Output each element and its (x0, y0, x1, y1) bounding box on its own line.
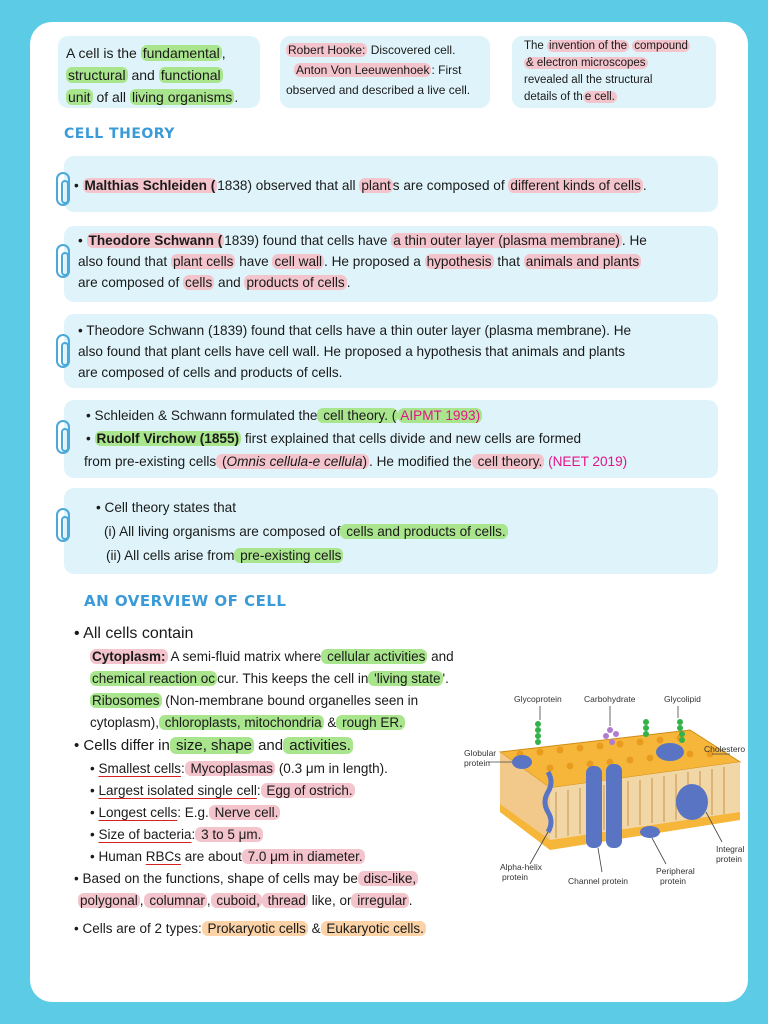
text: first explained that cells divide and new cells are formed (241, 431, 582, 446)
label-peripheral-protein-2: protein (660, 876, 686, 886)
label-glycolipid: Glycolipid (664, 694, 701, 704)
text: revealed all the structural (524, 74, 653, 86)
text: s are composed of (392, 178, 509, 193)
latin-phrase: Omnis cellula-e cellula (226, 454, 363, 469)
highlight: pre-existing cells (236, 548, 342, 563)
highlight: Eukaryotic cells. (322, 921, 424, 936)
highlight: thread (263, 893, 306, 908)
cell-theory-heading: CELL THEORY (64, 126, 175, 142)
text: . (408, 893, 413, 908)
highlight: 3 to 5 μm. (197, 827, 262, 842)
exam-tag: AIPMT 1993) (400, 408, 481, 423)
text: also found that plant cells have cell wall. He proposed a hypothesis that animals and plants (78, 344, 626, 359)
text: Discovered cell. (370, 43, 456, 57)
paperclip-icon (56, 244, 70, 278)
text: : (181, 761, 185, 776)
text: are about (181, 849, 242, 864)
highlight: & electron microscopes (526, 57, 646, 69)
highlight: compound (634, 40, 688, 52)
paperclip-icon (56, 334, 70, 368)
text: and (214, 275, 245, 290)
text: A cell is the (66, 45, 137, 61)
label-glycoprotein: Glycoprotein (514, 694, 562, 704)
highlight: e cell. (584, 91, 615, 103)
theory-paragraph-3 (78, 320, 631, 383)
text: • Cell theory states that (96, 500, 237, 515)
text: : First (431, 63, 462, 77)
intro-discovery-text (286, 40, 470, 100)
intro-definition-box (58, 36, 260, 108)
notes-sheet (30, 22, 748, 1002)
text: Based on the functions, shape of cells may be (82, 871, 358, 886)
text: have (235, 254, 273, 269)
text: from pre-existing cells (84, 454, 217, 469)
text: cytoplasm), (90, 715, 160, 730)
text: A semi-fluid matrix where (167, 649, 322, 664)
text: . He proposed a (324, 254, 425, 269)
text: are composed of cells and products of cells. (78, 365, 343, 380)
text: ) (362, 454, 368, 469)
highlight: Nerve cell. (210, 805, 279, 820)
text: . (346, 275, 351, 290)
text: : (191, 827, 196, 842)
label-carbohydrate: Carbohydrate (584, 694, 636, 704)
text: & (307, 921, 321, 936)
label-peripheral-protein: Peripheral (656, 866, 695, 876)
theory-paragraph-4: • Schleiden & Schwann formulated the cell theory. ( AIPMT 1993) • Rudolf Virchow (1855) first explained that cells divide and new cells are formed from pre-existing cells (Omnis cellula-e cellula) . He modified the cell theory. (NEET 2019) (84, 408, 628, 469)
text: (i) All living organisms are composed of (104, 524, 341, 539)
highlight: chemical reaction oc (92, 671, 216, 686)
highlight: activities. (285, 737, 351, 754)
highlight: invention of the (549, 40, 628, 52)
highlight: Theodore Schwann ( (88, 233, 223, 248)
text: Largest isolated single cell (98, 783, 257, 798)
highlight: unit (68, 89, 91, 105)
text: 1839) found that cells have (224, 233, 392, 248)
highlight: animals and plants (525, 254, 640, 269)
intro-microscope-box (512, 36, 716, 108)
highlight: Cytoplasm: (92, 649, 166, 664)
text: and (427, 649, 454, 664)
paperclip-icon (56, 508, 70, 542)
paperclip-icon (56, 420, 70, 454)
text: details of th (524, 91, 583, 103)
text: Size of bacteria (98, 827, 192, 842)
highlight: disc-like, (359, 871, 417, 886)
highlight: cell theory. (473, 454, 543, 469)
intro-definition-text (66, 42, 262, 108)
theory-paragraph-5 (96, 496, 508, 568)
highlight: different kinds of cells (510, 178, 641, 193)
text: of all (96, 89, 127, 105)
highlight: plant cells (172, 254, 234, 269)
text: . (234, 89, 239, 105)
highlight: fundamental (142, 45, 220, 61)
label-integral-protein-2: protein (716, 854, 742, 864)
text: , (206, 893, 211, 908)
highlight: Anton Von Leeuwenhoek (296, 63, 430, 77)
text: . (642, 178, 647, 193)
highlight: Malthias Schleiden ( (84, 178, 216, 193)
highlight: cells and products of cells. (342, 524, 506, 539)
text: All cells contain (83, 625, 194, 642)
intro-microscope-text (524, 38, 690, 106)
text: Cells differ in (83, 737, 170, 754)
text: The (524, 40, 544, 52)
text: (Non-membrane bound organelles seen in (161, 693, 419, 708)
highlight: structural (68, 67, 126, 83)
label-integral-protein: Integral (716, 844, 745, 854)
highlight: chloroplasts, mitochondria (161, 715, 322, 730)
text: : (256, 783, 261, 798)
highlight: 7.0 μm in diameter. (243, 849, 363, 864)
label-globular-protein-2: protein (464, 758, 490, 768)
text: also found that (78, 254, 171, 269)
text: ( (218, 454, 227, 469)
label-channel-protein: Channel protein (568, 876, 629, 886)
text: • Theodore Schwann (1839) found that cells have a thin outer layer (plasma membrane). He (78, 323, 632, 338)
text: , (139, 893, 144, 908)
text: & (323, 715, 337, 730)
text: like, or (307, 893, 352, 908)
overview-text: • All cells contain Cytoplasm: A semi-fluid matrix where cellular activities and chemical reaction oc cur. This keeps the cell in 'living state '. Ribosomes (Non-membrane bound organelles seen in cytoplasm), chloroplasts, mitochondria & rough ER. • Cells differ in size, shape and activities. • Smallest cells: Mycoplasmas (0.3 μm in length). • Largest isolated single cell: Egg of ostrich. • Longest cells: E.g. Nerve cell. • Size of bacteria: 3 to 5 μm. • Human RBCs are about 7.0 μm in diameter. • Based on the functions, shape of cells may be disc-like, polygonal , columnar , cuboid, thread like, or irregular . • Cells are of 2 types: Prokaryotic cells & Eukaryotic cells. (74, 625, 454, 936)
text: are composed of (78, 275, 184, 290)
highlight: a thin outer layer (plasma membrane) (393, 233, 620, 248)
label-alpha-helix: Alpha-helix (500, 862, 543, 872)
highlight: functional (160, 67, 221, 83)
highlight: polygonal (80, 893, 138, 908)
text: '. (442, 671, 449, 686)
text: Longest cells (98, 805, 178, 820)
highlight: cell theory. ( (319, 408, 397, 423)
highlight: 'living state (370, 671, 441, 686)
text: , (221, 45, 226, 61)
text: : E.g. (177, 805, 209, 820)
text: Cells are of 2 types: (82, 921, 202, 936)
intro-discovery-box (280, 36, 490, 108)
text: Smallest cells (98, 761, 182, 776)
text: cur. This keeps the cell in (217, 671, 369, 686)
highlight: hypothesis (426, 254, 492, 269)
theory-paragraph-1: • Malthias Schleiden ( 1838) observed that all plant s are composed of different kinds of cells . (74, 178, 647, 193)
text: observed and described a live cell. (286, 83, 471, 97)
text: that (493, 254, 524, 269)
highlight: Egg of ostrich. (262, 783, 353, 798)
highlight: Robert Hooke: (288, 43, 366, 57)
highlight: Mycoplasmas (186, 761, 274, 776)
plasma-membrane-diagram (460, 692, 748, 892)
text: and (131, 67, 155, 83)
highlight: irregular (353, 893, 407, 908)
highlight: cuboid, (212, 893, 260, 908)
label-globular-protein: Globular (464, 748, 497, 758)
highlight: Rudolf Virchow (1855) (96, 431, 240, 446)
text: (ii) All cells arise from (106, 548, 235, 563)
highlight: rough ER. (338, 715, 403, 730)
label-alpha-helix-2: protein (502, 872, 528, 882)
theory-paragraph-2: • Theodore Schwann ( 1839) found that cells have a thin outer layer (plasma membrane) . He also found that plant cells have cell wall . He proposed a hypothesis that animals and plants are composed of cells and products of cells . (78, 233, 647, 290)
text: • Schleiden & Schwann formulated the (86, 408, 318, 423)
highlight: Ribosomes (92, 693, 160, 708)
label-cholesterol: Cholestero (704, 744, 746, 754)
text: . He (621, 233, 647, 248)
highlight: size, shape (171, 737, 252, 754)
text: Human (98, 849, 146, 864)
text: 1838) observed that all (217, 178, 360, 193)
highlight: cellular activities (323, 649, 426, 664)
highlight (216, 454, 369, 469)
highlight: columnar (145, 893, 205, 908)
highlight: plant (361, 178, 391, 193)
highlight: living organisms (131, 89, 233, 105)
paperclip-icon (56, 172, 70, 206)
highlight: cell wall (274, 254, 323, 269)
highlight: cells (185, 275, 213, 290)
highlight: products of cells (246, 275, 345, 290)
highlight: Prokaryotic cells (203, 921, 306, 936)
exam-tag: (NEET 2019) (544, 454, 628, 469)
text: and (253, 737, 284, 754)
text: RBCs (145, 849, 182, 864)
text: . He modified the (369, 454, 472, 469)
text: (0.3 μm in length). (275, 761, 388, 776)
overview-heading: AN OVERVIEW OF CELL (84, 592, 287, 610)
